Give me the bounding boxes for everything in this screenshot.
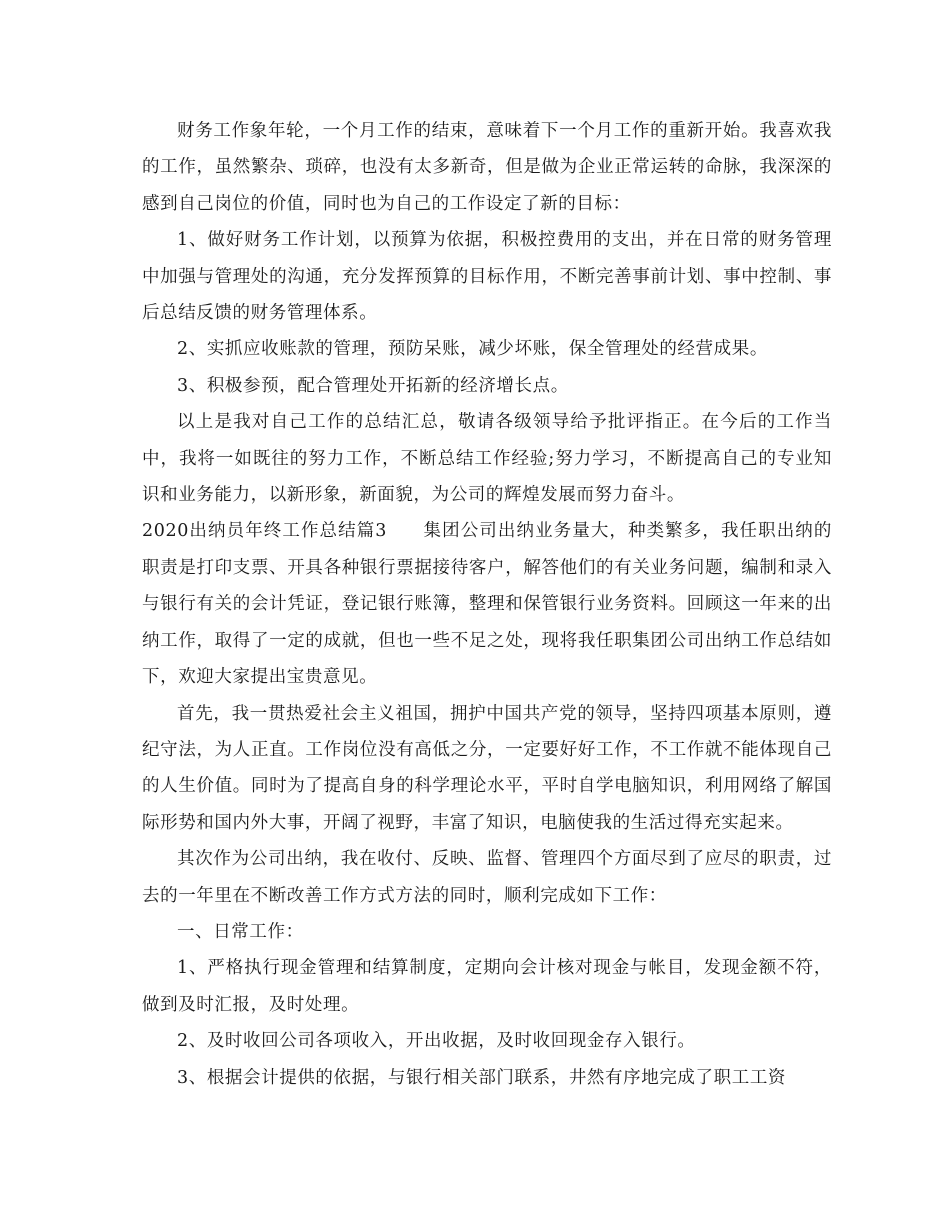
paragraph-10: 2、及时收回公司各项收入，开出收据，及时收回现金存入银行。 (177, 1031, 696, 1052)
section-paragraph (142, 513, 832, 695)
document-page (142, 113, 832, 1096)
section-heading: 2020出纳员年终工作总结篇3 (142, 521, 388, 542)
paragraph-1: 财务工作象年轮，一个月工作的结束，意味着下一个月工作的重新开始。我喜欢我的工作，虽然繁杂、琐碎，也没有太多新奇，但是做为企业正常运转的命脉，我深深的感到自己岗位的价值，同时也为自己的工作设定了新的目标： (142, 121, 832, 214)
paragraph-9: 1、严格执行现金管理和结算制度，定期向会计核对现金与帐目，发现金额不符，做到及时汇报，及时处理。 (142, 958, 832, 1015)
paragraph-3: 2、实抓应收账款的管理，预防呆账，减少坏账，保全管理处的经营成果。 (177, 339, 768, 360)
paragraph-8: 一、日常工作： (177, 921, 304, 942)
paragraph-7: 其次作为公司出纳，我在收付、反映、监督、管理四个方面尽到了应尽的职责，过去的一年里在不断改善工作方式方法的同时，顺利完成如下工作： (142, 849, 832, 906)
section-intro: 集团公司出纳业务量大，种类繁多，我任职出纳的职责是打印支票、开具各种银行票据接待客户，解答他们的有关业务问题，编制和录入与银行有关的会计凭证，登记银行账簿，整理和保管银行业务资料。回顾这一年来的出纳工作，取得了一定的成就，但也一些不足之处，现将我任职集团公司出纳工作总结如下，欢迎大家提出宝贵意见。 (142, 521, 832, 688)
paragraph-11: 3、根据会计提供的依据，与银行相关部门联系，井然有序地完成了职工工资 (177, 1067, 787, 1088)
paragraph-4: 3、积极参预，配合管理处开拓新的经济增长点。 (177, 375, 569, 396)
paragraph-5: 以上是我对自己工作的总结汇总，敬请各级领导给予批评指正。在今后的工作当中，我将一如既往的努力工作，不断总结工作经验;努力学习，不断提高自己的专业知识和业务能力，以新形象，新面貌，为公司的辉煌发展而努力奋斗。 (142, 412, 832, 506)
paragraph-2: 1、做好财务工作计划，以预算为依据，积极控费用的支出，并在日常的财务管理中加强与管理处的沟通，充分发挥预算的目标作用，不断完善事前计划、事中控制、事后总结反馈的财务管理体系。 (142, 230, 832, 324)
paragraph-6: 首先，我一贯热爱社会主义祖国，拥护中国共产党的领导，坚持四项基本原则，遵纪守法，为人正直。工作岗位没有高低之分，一定要好好工作，不工作就不能体现自己的人生价值。同时为了提高自身的科学理论水平，平时自学电脑知识，利用网络了解国际形势和国内外大事，开阔了视野，丰富了知识，电脑使我的生活过得充实起来。 (142, 703, 832, 833)
